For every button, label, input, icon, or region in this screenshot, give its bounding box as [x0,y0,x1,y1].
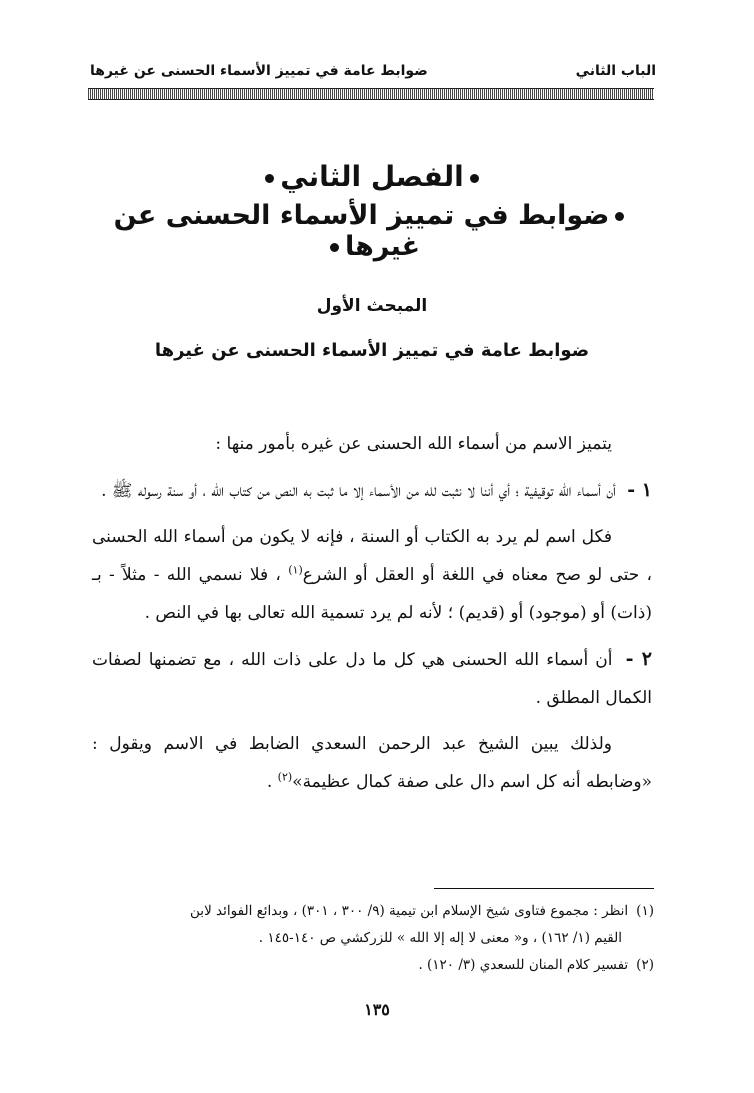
point-1-paragraph [92,471,652,510]
point-1-text: أن أسماء الله توقيفية ؛ أي أننا لا نثبت لله من الأسماء إلا ما ثبت به النص من كتاب الله ، أو سنة رسوله ﷺ . [101,481,616,501]
footnote-rule [434,888,654,889]
footnote-ref-2: (٢) [277,770,293,784]
footnote-ref-1: (١) [288,563,303,577]
paragraph-3-part-a: ولذلك يبين الشيخ عبد الرحمن السعدي الضابط في الاسم ويقول : «وضابطه أنه كل اسم دال على صفة كمال عظيمة» [92,734,652,792]
intro-paragraph: يتميز الاسم من أسماء الله الحسنى عن غيره بأمور منها : [215,434,612,454]
paragraph-2-part-a: فكل اسم لم يرد به الكتاب أو السنة ، فإنه لا يكون من أسماء الله الحسنى ، حتى لو صح معناه في اللغة أو العقل أو الشرع [92,527,653,585]
footnote-1-number: (١) [636,903,654,919]
header-chapter-label: الباب الثاني [575,63,656,79]
point-2-text: أن أسماء الله الحسنى هي كل ما دل على ذات الله ، مع تضمنها لصفات الكمال المطلق . [92,650,652,708]
bullet-icon [265,174,274,183]
footnote-2-number: (٢) [636,957,654,973]
footnotes [92,898,654,979]
header-rule [88,88,654,100]
paragraph-2 [92,518,652,632]
chapter-subtitle-text: ضوابط في تمييز الأسماء الحسنى عن غيرها [113,200,610,262]
footnote-2-text: تفسير كلام المنان للسعدي (٣/ ١٢٠) . [418,957,629,973]
paragraph-2-part-b: ، فلا نسمي الله - مثلاً - بـ (ذات) أو (موجود) أو (قديم) ؛ لأنه لم يرد تسمية الله تعالى بها في النص . [92,565,652,623]
chapter-subtitle [90,200,654,262]
point-2-number: ٢ - [625,648,652,670]
footnote-1 [92,898,654,925]
footnote-1-continuation: القيم (١/ ١٦٢) ، و« معنى لا إله إلا الله » للزركشي ص ١٤٠-١٤٥ . [258,930,622,946]
point-2-paragraph [92,640,652,717]
bullet-icon [330,243,339,252]
body-text [92,425,652,809]
footnote-1-text: انظر : مجموع فتاوى شيخ الإسلام ابن تيمية (٩/ ٣٠٠ ، ٣٠١) ، وبدائع الفوائد لابن [190,903,629,919]
chapter-title [90,160,654,193]
paragraph-3 [92,725,652,801]
page-number: ١٣٥ [364,1000,390,1019]
bullet-icon [470,174,479,183]
section-label: المبحث الأول [316,296,428,316]
chapter-title-text: الفصل الثاني [280,160,464,193]
header-running-title: ضوابط عامة في تمييز الأسماء الحسنى عن غيرها [90,63,428,79]
section-title: ضوابط عامة في تمييز الأسماء الحسنى عن غيرها [154,340,590,361]
paragraph-3-part-b: . [266,772,273,792]
running-header [90,58,656,84]
point-1-number: ١ - [627,479,652,501]
footnote-2 [92,952,654,979]
bullet-icon [615,212,624,221]
